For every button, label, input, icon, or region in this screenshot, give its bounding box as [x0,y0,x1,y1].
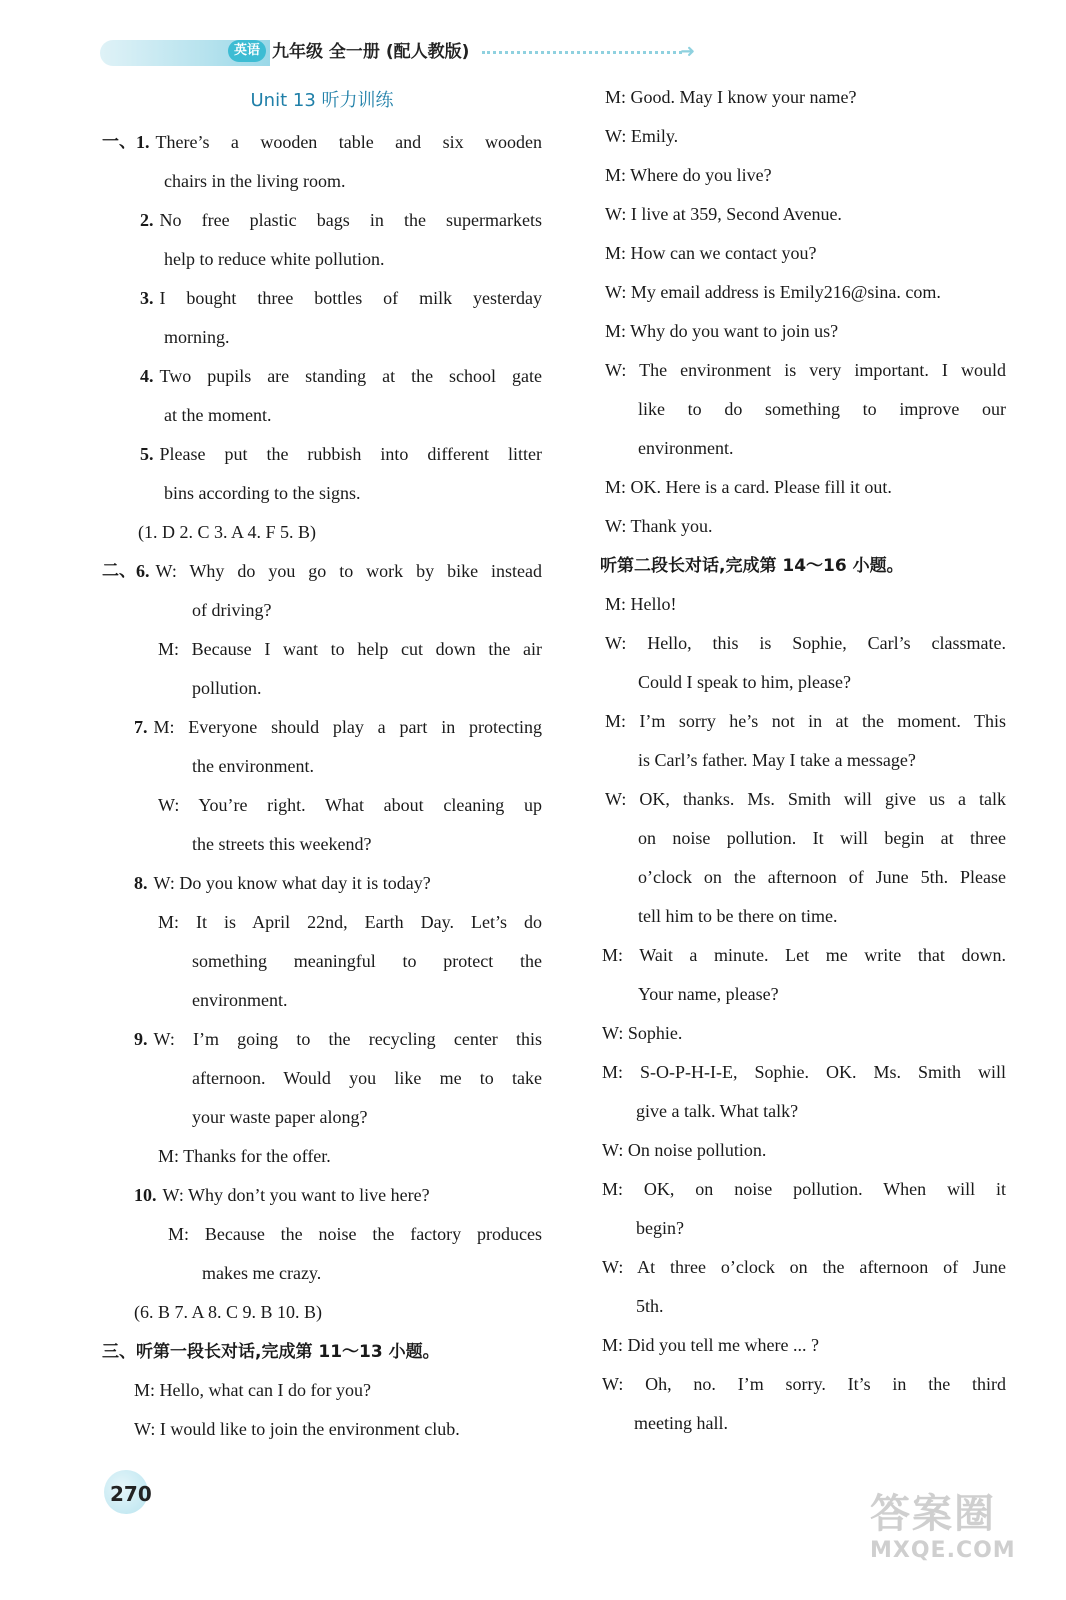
watermark-logo [870,1490,1030,1570]
text-line [600,780,1006,819]
line-text: something meaningful to protect the [192,951,542,971]
text-line [102,162,542,201]
line-text: W: Why do you go to work by bike instead [155,561,542,581]
line-text: Please put the rubbish into different litter [159,444,542,464]
line-text: W: Oh, no. I’m sorry. It’s in the third [602,1374,1006,1394]
text-line [600,585,1006,624]
text-line [102,279,542,318]
section-marker: 三、 [102,1342,136,1362]
text-line [600,897,1006,936]
section-title: Unit 13 听力训练 [250,90,394,111]
line-text: W: OK, thanks. Ms. Smith will give us a talk [605,789,1006,809]
line-text: W: Do you know what day it is today? [153,873,431,893]
item-number: 5. [140,444,154,464]
line-text: Your name, please? [638,984,779,1004]
line-text: M: Thanks for the offer. [158,1146,331,1166]
line-text: M: Hello, what can I do for you? [134,1380,371,1400]
text-line [102,201,542,240]
text-line [600,1326,1006,1365]
line-text: There’s a wooden table and six wooden [155,132,542,152]
text-line [102,474,542,513]
text-line [102,1059,542,1098]
left-lines [102,123,542,1449]
line-text: M: Because I want to help cut down the air [158,639,542,659]
line-text: pollution. [192,678,262,698]
text-line [102,864,542,903]
text-line [600,390,1006,429]
text-line [102,1371,542,1410]
text-line [600,1053,1006,1092]
line-text: the streets this weekend? [192,834,372,854]
line-text: help to reduce white pollution. [164,249,385,269]
line-text: Could I speak to him, please? [638,672,851,692]
line-text: Two pupils are standing at the school gate [159,366,542,386]
item-number: 10. [134,1185,157,1205]
line-text: M: How can we contact you? [605,243,817,263]
text-line [102,1293,542,1332]
line-text: of driving? [192,600,272,620]
line-text: M: Why do you want to join us? [605,321,839,341]
line-text: M: S-O-P-H-I-E, Sophie. OK. Ms. Smith will [602,1062,1006,1082]
grade-info: 九年级 全一册 (配人教版) [272,42,470,62]
text-line [102,240,542,279]
line-text: 听第二段长对话,完成第 14～16 小题。 [600,556,904,576]
line-text: chairs in the living room. [164,171,346,191]
text-line [600,195,1006,234]
line-text: W: I’m going to the recycling center this [153,1029,542,1049]
watermark-title: 答案圈 [870,1491,996,1537]
text-line [102,1020,542,1059]
line-text: bins according to the signs. [164,483,361,503]
arrow-right-icon: ➜ [680,41,696,62]
line-text: M: OK. Here is a card. Please fill it out. [605,477,892,497]
line-text: is Carl’s father. May I take a message? [638,750,916,770]
watermark-url: MXQE.COM [870,1538,1016,1563]
line-text: W: On noise pollution. [602,1140,767,1160]
text-line [102,1332,542,1371]
text-line [600,468,1006,507]
line-text: makes me crazy. [202,1263,322,1283]
item-number: 3. [140,288,154,308]
item-number: 8. [134,873,148,893]
line-text: 听第一段长对话,完成第 11～13 小题。 [136,1342,440,1362]
text-line [600,312,1006,351]
line-text: I bought three bottles of milk yesterday [159,288,542,308]
text-line [102,591,542,630]
line-text: morning. [164,327,230,347]
line-text: W: Hello, this is Sophie, Carl’s classmate. [605,633,1006,653]
line-text: begin? [636,1218,684,1238]
line-text: your waste paper along? [192,1107,368,1127]
text-line [600,78,1006,117]
text-line [600,1092,1006,1131]
item-number: 7. [134,717,148,737]
line-text: at the moment. [164,405,272,425]
line-text: M: It is April 22nd, Earth Day. Let’s do [158,912,542,932]
text-line [600,234,1006,273]
text-line [102,1410,542,1449]
text-line [600,1365,1006,1404]
item-number: 2. [140,210,154,230]
line-text: o’clock on the afternoon of June 5th. Please [638,867,1006,887]
line-text: M: Where do you live? [605,165,772,185]
line-text: meeting hall. [634,1413,728,1433]
text-line [102,669,542,708]
text-line [600,1014,1006,1053]
text-line [102,1215,542,1254]
header-dotted-line [482,51,682,54]
text-line [600,819,1006,858]
line-text: M: Good. May I know your name? [605,87,857,107]
text-line [600,1404,1006,1443]
line-text: environment. [192,990,288,1010]
line-text: W: Sophie. [602,1023,683,1043]
text-line [600,1209,1006,1248]
text-line [102,630,542,669]
text-line [102,747,542,786]
page-number: 270 [110,1482,152,1506]
text-line [600,156,1006,195]
text-line [102,1098,542,1137]
line-text: afternoon. Would you like me to take [192,1068,542,1088]
line-text: M: OK, on noise pollution. When will it [602,1179,1006,1199]
line-text: W: Emily. [605,126,679,146]
line-text: W: I live at 359, Second Avenue. [605,204,842,224]
text-line [102,396,542,435]
page-header [0,0,1066,80]
item-number: 6. [136,561,150,581]
text-line [102,435,542,474]
text-line [102,318,542,357]
item-number: 9. [134,1029,148,1049]
text-line [102,981,542,1020]
text-line [600,702,1006,741]
line-text: W: The environment is very important. I would [605,360,1006,380]
text-line [600,117,1006,156]
text-line [600,507,1006,546]
line-text: like to do something to improve our [638,399,1006,419]
line-text: W: Why don’t you want to live here? [162,1185,430,1205]
line-text: W: You’re right. What about cleaning up [158,795,542,815]
line-text: (6. B 7. A 8. C 9. B 10. B) [134,1302,323,1322]
text-line [102,708,542,747]
line-text: tell him to be there on time. [638,906,838,926]
line-text: the environment. [192,756,314,776]
line-text: (1. D 2. C 3. A 4. F 5. B) [138,522,317,542]
subject-badge: 英语 [228,40,266,62]
line-text: M: Hello! [605,594,677,614]
line-text: W: My email address is Emily216@sina. com. [605,282,941,302]
text-line [600,351,1006,390]
section-marker: 一、 [102,132,136,152]
text-line [600,273,1006,312]
left-column [102,78,542,1449]
line-text: M: Everyone should play a part in protecting [153,717,542,737]
line-text: No free plastic bags in the supermarkets [159,210,542,230]
text-line [600,546,1006,585]
text-line [600,429,1006,468]
text-line [102,513,542,552]
text-line [102,552,542,591]
line-text: W: I would like to join the environment club. [134,1419,460,1439]
section-marker: 二、 [102,561,136,581]
text-line [600,1170,1006,1209]
text-line [102,1176,542,1215]
line-text: W: Thank you. [605,516,713,536]
right-column [600,78,1006,1443]
line-text: W: At three o’clock on the afternoon of June [602,1257,1006,1277]
text-line [102,123,542,162]
text-line [600,858,1006,897]
line-text: M: Wait a minute. Let me write that down. [602,945,1006,965]
line-text: environment. [638,438,734,458]
text-line [600,936,1006,975]
text-line [600,663,1006,702]
item-number: 4. [140,366,154,386]
line-text: 5th. [636,1296,664,1316]
line-text: M: Did you tell me where ... ? [602,1335,819,1355]
text-line [600,1287,1006,1326]
text-line [102,357,542,396]
text-line [600,624,1006,663]
text-line [102,903,542,942]
text-line [600,1131,1006,1170]
item-number: 1. [136,132,150,152]
text-line [102,786,542,825]
line-text: give a talk. What talk? [636,1101,799,1121]
text-line [102,825,542,864]
line-text: on noise pollution. It will begin at three [638,828,1006,848]
text-line [102,1137,542,1176]
line-text: M: Because the noise the factory produces [168,1224,542,1244]
text-line [600,1248,1006,1287]
text-line [102,942,542,981]
text-line [102,1254,542,1293]
line-text: M: I’m sorry he’s not in at the moment. This [605,711,1006,731]
text-line [600,975,1006,1014]
text-line [600,741,1006,780]
right-lines [600,78,1006,1443]
